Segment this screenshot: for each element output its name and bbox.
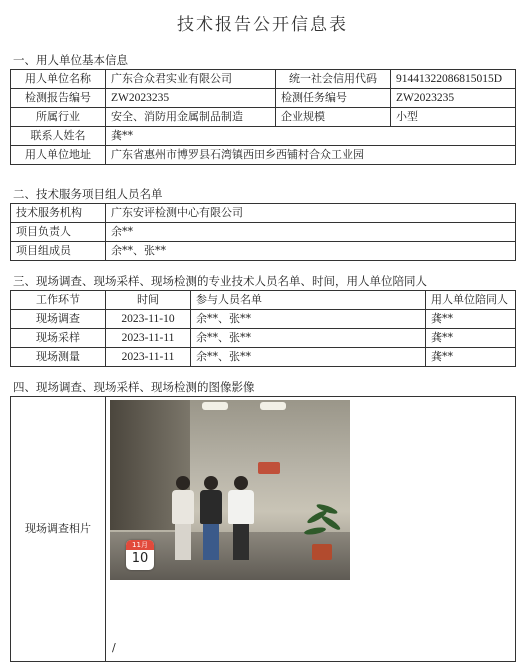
site-survey-photo[interactable] [110, 400, 350, 580]
table-row [11, 108, 516, 127]
wall-logo-sign [258, 462, 280, 474]
agency-value: 广东安评检测中心有限公司 [106, 204, 516, 223]
table-row [11, 146, 516, 165]
credit-code-value: 91441322086815015D [391, 70, 516, 89]
unit-name-value: 广东合众君实业有限公司 [106, 70, 276, 89]
field-work-table [10, 290, 516, 367]
header-stage: 工作环节 [11, 291, 106, 310]
address-label: 用人单位地址 [11, 146, 106, 165]
scale-label: 企业规模 [276, 108, 391, 127]
members-value: 余**、张** [106, 242, 516, 261]
industry-label: 所属行业 [11, 108, 106, 127]
photo-label: 现场调查相片 [11, 397, 106, 662]
agency-label: 技术服务机构 [11, 204, 106, 223]
contact-value: 龚** [106, 127, 516, 146]
photo-area [106, 397, 515, 659]
images-table [10, 396, 516, 662]
table-row [11, 89, 516, 108]
footer-mark: / [112, 641, 116, 654]
leader-value: 余** [106, 223, 516, 242]
address-value: 广东省惠州市博罗县石湾镇西田乡西铺村合众工业园 [106, 146, 516, 165]
calendar-day: 10 [131, 551, 149, 566]
table-row [11, 329, 516, 348]
header-people: 参与人员名单 [191, 291, 426, 310]
table-header-row [11, 291, 516, 310]
plant-pot [312, 544, 332, 560]
header-date: 时间 [106, 291, 191, 310]
credit-code-label: 统一社会信用代码 [276, 70, 391, 89]
row-people: 余**、张** [191, 310, 426, 329]
leader-label: 项目负责人 [11, 223, 106, 242]
section-basic-info: 一、用人单位基本信息 [13, 53, 128, 67]
table-row [11, 242, 516, 261]
section-images: 四、现场调查、现场采样、现场检测的图像影像 [13, 380, 255, 394]
header-company: 用人单位陪同人 [426, 291, 516, 310]
row-stage: 现场测量 [11, 348, 106, 367]
row-company: 龚** [426, 329, 516, 348]
table-row [11, 204, 516, 223]
row-date: 2023-11-11 [106, 348, 191, 367]
basic-info-table [10, 69, 516, 165]
table-row [11, 127, 516, 146]
table-row [11, 397, 516, 662]
person-figure [228, 476, 254, 560]
ceiling-light [260, 402, 286, 410]
row-people: 余**、张** [191, 329, 426, 348]
task-no-value: ZW2023235 [391, 89, 516, 108]
table-row [11, 223, 516, 242]
members-label: 项目组成员 [11, 242, 106, 261]
table-row [11, 348, 516, 367]
table-row [11, 310, 516, 329]
report-no-value: ZW2023235 [106, 89, 276, 108]
task-no-label: 检测任务编号 [276, 89, 391, 108]
row-company: 龚** [426, 310, 516, 329]
row-date: 2023-11-11 [106, 329, 191, 348]
section-field-work: 三、现场调查、现场采样、现场检测的专业技术人员名单、时间，用人单位陪同人 [13, 274, 427, 288]
person-figure [200, 476, 222, 560]
calendar-icon [126, 540, 154, 570]
section-team: 二、技术服务项目组人员名单 [13, 187, 163, 201]
photo-cell [106, 397, 516, 662]
unit-name-label: 用人单位名称 [11, 70, 106, 89]
row-company: 龚** [426, 348, 516, 367]
team-table [10, 203, 516, 261]
table-row [11, 70, 516, 89]
person-figure [172, 476, 194, 560]
row-stage: 现场采样 [11, 329, 106, 348]
calendar-month: 11月 [126, 540, 154, 550]
contact-label: 联系人姓名 [11, 127, 106, 146]
report-no-label: 检测报告编号 [11, 89, 106, 108]
row-date: 2023-11-10 [106, 310, 191, 329]
industry-value: 安全、消防用金属制品制造 [106, 108, 276, 127]
ceiling-light [202, 402, 228, 410]
row-stage: 现场调查 [11, 310, 106, 329]
row-people: 余**、张** [191, 348, 426, 367]
scale-value: 小型 [391, 108, 516, 127]
page-title: 技术报告公开信息表 [177, 15, 348, 35]
